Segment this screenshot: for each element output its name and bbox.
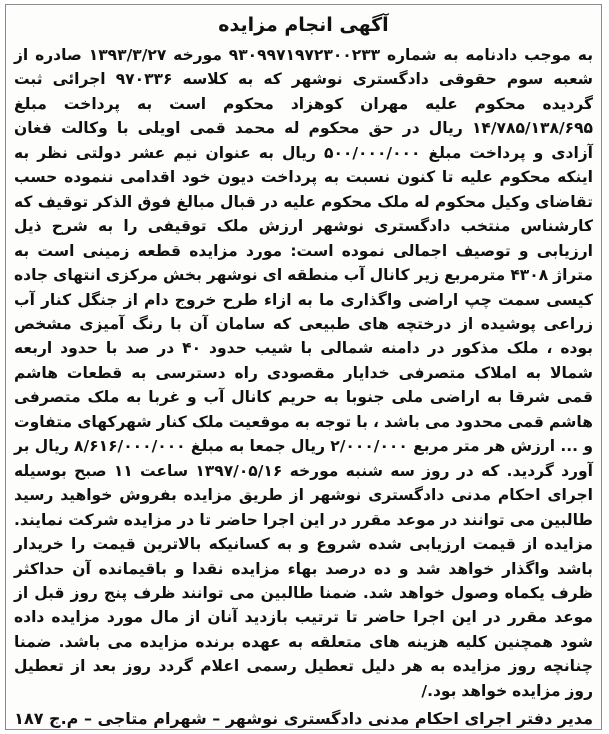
notice-signature: مدیر دفتر اجرای احکام مدنی دادگستری نوشهر – شهرام متاجی – م.ج ۱۸۷ bbox=[14, 709, 593, 729]
notice-title: آگهی انجام مزایده bbox=[218, 14, 389, 36]
notice-frame bbox=[5, 4, 602, 730]
notice-body: به موجب دادنامه به شماره ۹۳۰۹۹۷۱۹۷۲۳۰۰۲۳۳ مورخه ۱۳۹۳/۳/۲۷ صادره از شعبه سوم حقوقی دادگستری نوشهر که به کلاسه ۹۷۰۳۳۶ اجرائی ثبت گردیده محکوم علیه مهران کوهزاد محکوم است به پرداخت مبلغ ۱۴/۷۸۵/۱۳۸/۶۹۵ ریال در حق محکوم له محمد قمی اویلی با وکالت فغان آزادی و پرداخت مبلغ ۵۰۰/۰۰۰/۰۰۰ ریال به عنوان نیم عشر دولتی نظر به اینکه محکوم علیه تا کنون نسبت به پرداخت دیون خود اقدامی ننموده حسب تقاضای وکیل محکوم له ملک محکوم علیه در قبال مبالغ فوق الذکر توقیف که کارشناس منتخب دادگستری نوشهر ارزش ملک توقیفی را به شرح ذیل ارزیابی و توصیف اجمالی نموده است: مورد مزایده قطعه زمینی است به متراژ ۴۳۰۸ مترمربع زیر کانال آب منطقه ای نوشهر بخش مرکزی انتهای جاده کیسی سمت چپ اراضی واگذاری ما به ازاء طرح خروج دام از جنگل کنار آب زراعی پوشیده از درختچه های طبیعی که سامان آن با رنگ آمیزی مشخص بوده ، ملک مذکور در دامنه شمالی با شیب حدود ۴۰ در صد با حدود اربعه شمالا به املاک متصرفی خدایار مقصودی راه دسترسی به قطعات هاشم قمی شرقا به اراضی ملی جنوبا به حریم کانال آب و غربا به ملک متصرفی هاشم قمی محدود می باشد ، با توجه به موقعیت ملک کنار شهرکهای متفاوت و ... ارزش هر متر مربع ۲/۰۰۰/۰۰۰ ریال جمعا به مبلغ ۸/۶۱۶/۰۰۰/۰۰۰ ریال بر آورد گردید. که در روز سه شنبه مورخه ۱۳۹۷/۰۵/۱۶ ساعت ۱۱ صبح بوسیله اجرای احکام مدنی دادگستری نوشهر از طریق مزایده بفروش خواهید رسید طالبین می توانند در موعد مقرر در این اجرا حاضر تا در مزایده شرکت نمایند. مزایده از قیمت ارزیابی شده شروع و به کسانیکه بالاترین قیمت را خریدار باشد واگذار خواهد شد و ده درصد بهاء مزایده نقدا و باقیمانده آن حداکثر ظرف یکماه وصول خواهد شد. ضمنا طالبین می توانند ظرف پنج روز قبل از موعد مقرر در این اجرا حاضر تا ترتیب بازدید آنان از مال مورد مزایده داده شود همچنین کلیه هزینه های متعلقه به عهده برنده مزایده می باشد. ضمنا چنانچه روز مزایده به هر دلیل تعطیل رسمی اعلام گردد روز بعد از تعطیل روز مزایده خواهد بود./ bbox=[14, 46, 594, 700]
